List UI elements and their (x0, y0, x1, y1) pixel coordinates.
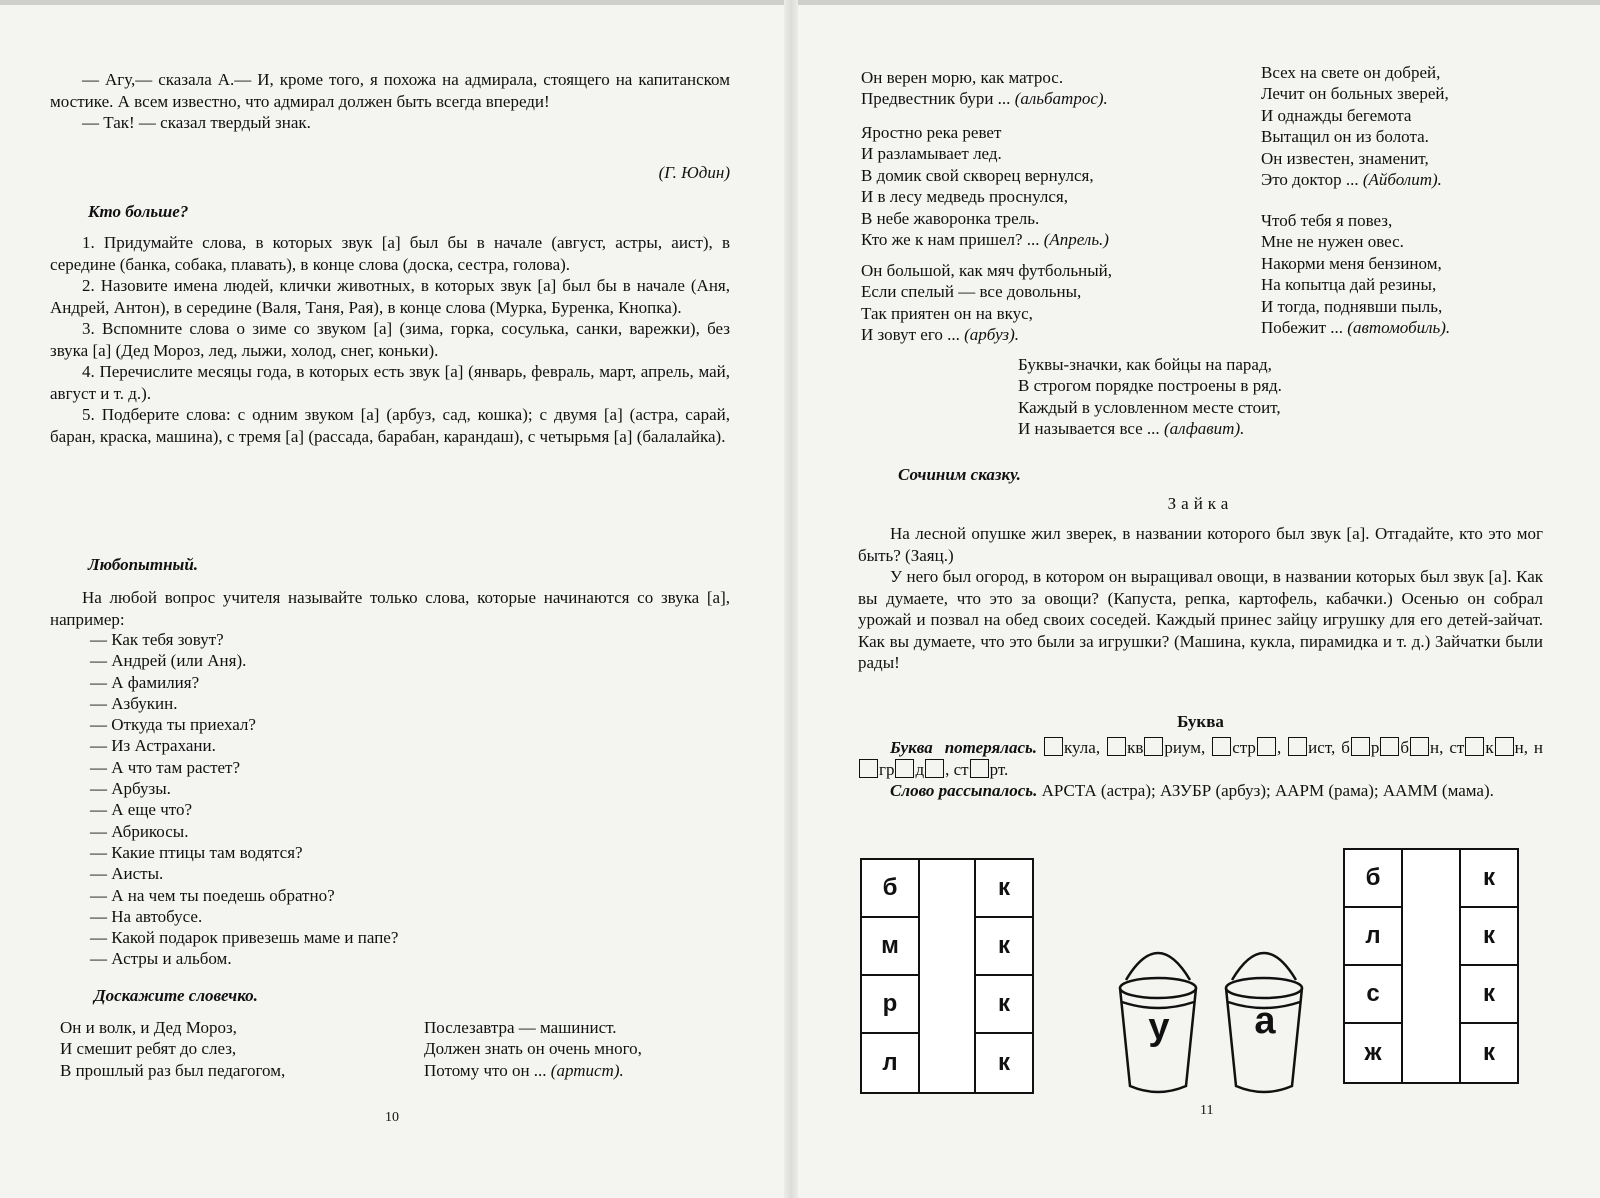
section-intro: На любой вопрос учителя называйте только слова, которые начинаются со звука [а], например: (50, 588, 730, 629)
blank-box[interactable] (1257, 737, 1276, 756)
poem-line: В прошлый раз был педагогом, (60, 1060, 286, 1080)
riddle-arbuz (861, 260, 1112, 346)
riddle-line: Накорми меня бензином, (1261, 253, 1442, 273)
letter-grid-1 (860, 858, 1034, 1094)
riddle-line: И разламывает лед. (861, 144, 1002, 164)
page-number-left: 10 (385, 1110, 399, 1125)
blank-box[interactable] (1144, 737, 1163, 756)
riddle-line: Побежит ... (автомобиль). (1261, 318, 1451, 338)
dialog-line: — Арбузы. (90, 779, 171, 799)
letter-cell: к (1461, 850, 1517, 908)
scatter-label: Слово рассыпалось. (890, 781, 1038, 800)
intro-paragraph: — Агу,— сказала А.— И, кроме того, я похожа на адмирала, стоящего на капитанском мостике. А всем известно, что адмирал должен быть всегда впереди! (50, 70, 730, 111)
riddle-answer: (альбатрос). (1014, 89, 1108, 109)
grid-column-left (862, 860, 920, 1092)
poem-line: Послезавтра — машинист. (424, 1018, 617, 1037)
poem-column-2 (424, 1017, 642, 1081)
riddle-line: Вытащил он из болота. (1261, 127, 1429, 147)
riddle-line: И однажды бегемота (1261, 105, 1412, 125)
dialog-line: — Абрикосы. (90, 821, 189, 841)
lost-letter-exercise: Буква потерялась. кула, кв риум, стр , ист, б р б н, ст к н, нгр д , ст рт. (858, 737, 1543, 780)
riddle-answer: (арбуз). (964, 325, 1019, 345)
riddle-line: И называется все ... (алфавит). (1018, 419, 1245, 439)
riddle-alfavit (1018, 354, 1282, 440)
riddle-line: Кто же к нам пришел? ... (Апрель.) (861, 230, 1109, 250)
riddle-aybolit (1261, 62, 1449, 190)
scatter-exercise (858, 780, 1543, 802)
riddle-line: Чтоб тебя я повез, (1261, 211, 1393, 230)
letter-cell: к (976, 918, 1032, 976)
riddle-answer: (Айболит). (1362, 170, 1442, 190)
blank-box[interactable] (1351, 737, 1370, 756)
poem-column-1 (60, 1017, 285, 1081)
dialog-list (50, 629, 730, 970)
blank-box[interactable] (1044, 737, 1063, 756)
section-title-bukva: Буква (1177, 712, 1224, 731)
grid-column-right (974, 860, 1032, 1092)
letter-cell: л (1345, 908, 1401, 966)
dialog-line: — Астры и альбом. (90, 949, 232, 969)
task-item: 3. Вспомните слова о зиме со звуком [а] (зима, горка, сосулька, санки, варежки), без звука [а] (Дед Мороз, лед, лыжи, холод, снег, коньки). (50, 319, 730, 360)
riddle-line: Яростно река ревет (861, 123, 1002, 142)
riddle-line: И зовут его ... (арбуз). (861, 325, 1019, 345)
dialog-line: — Откуда ты приехал? (90, 715, 256, 735)
letter-cell: б (1345, 850, 1401, 908)
dialog-line: — А фамилия? (90, 672, 200, 692)
riddle-avtomobil (1261, 210, 1450, 338)
blank-box[interactable] (1495, 737, 1514, 756)
blank-box[interactable] (1380, 737, 1399, 756)
story-paragraph: На лесной опушке жил зверек, в названии которого был звук [а]. Отгадайте, кто это мог быть? (Заяц.) (858, 524, 1543, 565)
riddle-line: И в лесу медведь проснулся, (861, 187, 1068, 207)
dialog-line: — А что там растет? (90, 757, 241, 777)
letter-cell: б (862, 860, 918, 918)
story-text (858, 523, 1543, 674)
task-item: 5. Подберите слова: с одним звуком [а] (арбуз, сад, кошка); с двумя [а] (астра, сарай, баран, краска, машина), с тремя [а] (рассада, барабан, карандаш), с четырьмя [а] (балалайка). (50, 405, 730, 446)
riddle-answer: (алфавит). (1163, 419, 1245, 439)
riddle-line: Буквы-значки, как бойцы на парад, (1018, 355, 1272, 374)
poem-answer: (артист). (550, 1060, 624, 1080)
letter-cell: р (862, 976, 918, 1034)
section-title-doskazhite: Доскажите словечко. (94, 986, 258, 1005)
riddle-line: Каждый в условленном месте стоит, (1018, 397, 1281, 417)
riddle-line: В строгом порядке построены в ряд. (1018, 376, 1282, 396)
letter-cell: к (976, 976, 1032, 1034)
letter-grid-2 (1343, 848, 1519, 1084)
grid-column-right (1459, 850, 1517, 1082)
riddle-line: Предвестник бури ... (альбатрос). (861, 89, 1108, 109)
book-fold (784, 0, 798, 1198)
riddle-line: В домик свой скворец вернулся, (861, 165, 1094, 185)
riddle-answer: (Апрель.) (1043, 230, 1109, 250)
riddle-line: Он большой, как мяч футбольный, (861, 261, 1112, 280)
letter-cell: л (882, 1049, 898, 1076)
dialog-line: — А на чем ты поедешь обратно? (90, 885, 335, 905)
intro-line: — Так! — сказал твердый знак. (82, 113, 311, 132)
task-item: 4. Перечислите месяцы года, в которых есть звук [а] (январь, февраль, март, апрель, май, август и т. д.). (50, 362, 730, 403)
dialog-line: — Как тебя зовут? (90, 630, 224, 649)
task-list (50, 232, 730, 447)
riddle-line: Лечит он больных зверей, (1261, 84, 1449, 104)
riddle-albatross (861, 67, 1108, 110)
story-title: Зайка (1167, 494, 1234, 513)
section-title-kto-bolshe: Кто больше? (88, 202, 189, 221)
page-number-right: 11 (1200, 1103, 1214, 1118)
dialog-line: — Из Астрахани. (90, 736, 216, 756)
letter-cell: к (1461, 966, 1517, 1024)
poem-line: Должен знать он очень много, (424, 1039, 642, 1059)
poem-line: Он и волк, и Дед Мороз, (60, 1018, 237, 1037)
riddle-line: Он верен морю, как матрос. (861, 68, 1064, 87)
letter-cell: ж (1364, 1039, 1382, 1066)
blank-box[interactable] (1410, 737, 1429, 756)
riddle-line: На копытца дай резины, (1261, 275, 1437, 295)
letter-cell: к (1482, 1039, 1495, 1066)
poem-line: И смешит ребят до слез, (60, 1039, 237, 1059)
grid-column-left (1345, 850, 1403, 1082)
intro-block (50, 69, 730, 134)
riddle-answer: (автомобиль). (1347, 318, 1451, 338)
dialog-line: — Какие птицы там водятся? (90, 842, 303, 862)
dialog-line: — Какой подарок привезешь маме и папе? (90, 928, 399, 948)
blank-box[interactable] (1107, 737, 1126, 756)
bucket-letter-1: у (1148, 1006, 1170, 1048)
letter-cell: к (1461, 908, 1517, 966)
riddle-line: Всех на свете он добрей, (1261, 63, 1441, 82)
dialog-line: — А еще что? (90, 800, 193, 820)
story-paragraph: У него был огород, в котором он выращивал овощи, в названии которых был звук [а]. Как вы думаете, что это за овощи? (Капуста, репка, картофель, кабачки.) Осенью он собрал урожай и позвал на обед своих соседей. Каждый принес зайцу игрушку для его детей-зайчат. Как вы думаете, что это были за игрушки? (Машина, кукла, пирамидка и т. д.) Зайчатки были рады! (858, 567, 1543, 672)
blank-box[interactable] (1212, 737, 1231, 756)
scatter-text: АРСТА (астра); АЗУБР (арбуз); ААРМ (рама); ААММ (мама). (1041, 781, 1494, 800)
left-page (50, 0, 730, 1198)
riddle-line: Он известен, знаменит, (1261, 148, 1429, 168)
blank-box[interactable] (1288, 737, 1307, 756)
blank-box[interactable] (925, 759, 944, 778)
blank-box[interactable] (970, 759, 989, 778)
author-credit: (Г. Юдин) (658, 163, 730, 182)
task-item: 2. Назовите имена людей, клички животных, в которых звук [а] был бы в начале (Аня, Андрей, Антон), в середине (Валя, Таня, Рая), в конце слова (Мурка, Буренка, Кнопка). (50, 276, 730, 317)
riddle-line: В небе жаворонка трель. (861, 208, 1040, 228)
lost-letter-label: Буква потерялась. (890, 738, 1038, 757)
letter-cell: м (862, 918, 918, 976)
blank-box[interactable] (895, 759, 914, 778)
right-page (858, 0, 1543, 1198)
section-title-sochinim: Сочиним сказку. (898, 465, 1021, 484)
riddle-line: И тогда, поднявши пыль, (1261, 296, 1443, 316)
blank-box[interactable] (859, 759, 878, 778)
dialog-line: — Андрей (или Аня). (90, 651, 247, 671)
section-title-lyubopytny: Любопытный. (88, 555, 199, 574)
riddle-line: Мне не нужен овес. (1261, 232, 1404, 252)
riddle-april (861, 122, 1109, 250)
riddle-line: Если спелый — все довольны, (861, 282, 1082, 302)
dialog-line: — Аисты. (90, 864, 164, 884)
riddle-line: Это доктор ... (Айболит). (1261, 170, 1442, 190)
riddle-line: Так приятен он на вкус, (861, 303, 1033, 323)
letter-cell: к (997, 1049, 1010, 1076)
bucket-letter-2: а (1254, 1000, 1276, 1042)
dialog-line: — Азбукин. (90, 693, 178, 713)
task-item: 1. Придумайте слова, в которых звук [а] был бы в начале (август, астры, аист), в середине (банка, собака, плавать), в конце слова (доска, сестра, голова). (50, 233, 730, 274)
blank-box[interactable] (1465, 737, 1484, 756)
poem-line: Потому что он ... (артист). (424, 1060, 624, 1080)
letter-cell: с (1345, 966, 1401, 1024)
letter-cell: к (976, 860, 1032, 918)
dialog-line: — На автобусе. (90, 906, 203, 926)
